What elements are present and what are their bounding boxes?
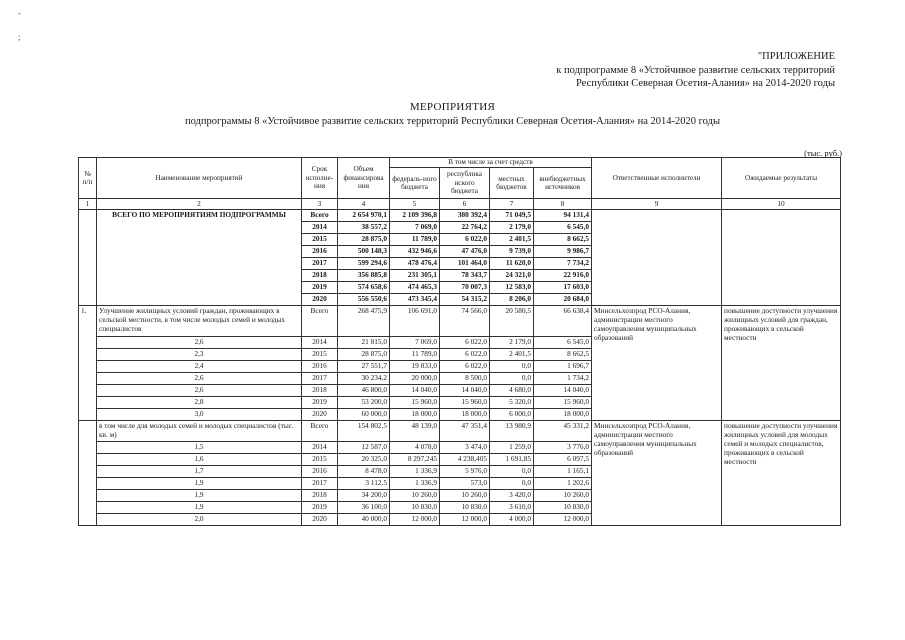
section-cell: 2 401,5	[490, 349, 534, 361]
section-indicator: 1,9	[97, 490, 302, 502]
col-number: 6	[440, 199, 490, 210]
section-cell: 3 420,0	[490, 490, 534, 502]
section-cell: 2015	[302, 454, 338, 466]
section-cell: 0,0	[490, 361, 534, 373]
section-cell: 6 022,0	[440, 349, 490, 361]
section-cell: 2019	[302, 397, 338, 409]
section-cell: 10 260,0	[534, 490, 592, 502]
section-cell: 53 200,0	[338, 397, 390, 409]
section-cell: 20 000,0	[390, 373, 440, 385]
section-cell: 20 580,5	[490, 306, 534, 337]
total-cell: 2015	[302, 234, 338, 246]
header-extra: внебюджетных источников	[534, 168, 592, 199]
section-cell: 268 475,9	[338, 306, 390, 337]
total-result-cell	[722, 210, 841, 306]
total-cell: 500 148,3	[338, 246, 390, 258]
total-cell: 432 946,6	[390, 246, 440, 258]
total-cell: 24 321,0	[490, 270, 534, 282]
section-cell: 20 325,0	[338, 454, 390, 466]
total-cell: 473 345,4	[390, 294, 440, 306]
total-cell: 70 007,3	[440, 282, 490, 294]
section-cell: 1 691,85	[490, 454, 534, 466]
section-cell: 15 960,0	[390, 397, 440, 409]
total-cell: 20 684,0	[534, 294, 592, 306]
section-cell: 18 000,0	[534, 409, 592, 421]
header-local: местных бюджетов	[490, 168, 534, 199]
total-cell: 356 885,8	[338, 270, 390, 282]
header-num: № п/п	[79, 158, 97, 199]
section-cell: 2014	[302, 442, 338, 454]
section-cell: 10 830,0	[390, 502, 440, 514]
total-cell: 2016	[302, 246, 338, 258]
header-term: Срок исполне-ния	[302, 158, 338, 199]
total-executor-cell	[592, 210, 722, 306]
total-cell: 54 315,2	[440, 294, 490, 306]
section-cell: 12 000,0	[390, 514, 440, 526]
section-cell: 6 545,0	[534, 337, 592, 349]
appendix-line: к подпрограмме 8 «Устойчивое развитие сельских территорий	[556, 64, 835, 76]
section-cell: 28 875,0	[338, 349, 390, 361]
total-label: ВСЕГО ПО МЕРОПРИЯТИЯМ ПОДПРОГРАММЫ	[97, 210, 302, 306]
section-cell: 45 331,2	[534, 421, 592, 442]
total-cell: 28 875,0	[338, 234, 390, 246]
section-cell: 8 478,0	[338, 466, 390, 478]
total-cell: 38 557,2	[338, 222, 390, 234]
corner-mark: ;	[18, 32, 21, 42]
section-cell: 30 234,2	[338, 373, 390, 385]
section-cell: 60 000,0	[338, 409, 390, 421]
section-indicator: 2,8	[97, 397, 302, 409]
section-cell: 106 691,0	[390, 306, 440, 337]
col-number: 10	[722, 199, 841, 210]
col-number: 3	[302, 199, 338, 210]
section-indicator: 1,6	[97, 454, 302, 466]
corner-mark: -	[18, 8, 21, 18]
header-federal: федераль-ного бюджета	[390, 168, 440, 199]
total-cell: 2 109 396,8	[390, 210, 440, 222]
header-volume: Объем финансирова ния	[338, 158, 390, 199]
section-indicator: 1,5	[97, 442, 302, 454]
section-cell: Всего	[302, 306, 338, 337]
total-cell: 2018	[302, 270, 338, 282]
section-cell: 13 980,9	[490, 421, 534, 442]
section-cell: 4 078,0	[390, 442, 440, 454]
section-indicator: 2,6	[97, 373, 302, 385]
total-cell: 2 654 970,1	[338, 210, 390, 222]
total-cell: 8 662,5	[534, 234, 592, 246]
section-cell: 2 179,0	[490, 337, 534, 349]
section-indicator: 2,0	[97, 514, 302, 526]
total-cell: 7 734,2	[534, 258, 592, 270]
section-cell: 74 566,0	[440, 306, 490, 337]
total-cell: 22 916,0	[534, 270, 592, 282]
section-cell: 5 320,0	[490, 397, 534, 409]
total-cell: 6 022,0	[440, 234, 490, 246]
section-cell: 14 040,0	[534, 385, 592, 397]
section-cell: 3 474,0	[440, 442, 490, 454]
total-cell: 78 343,7	[440, 270, 490, 282]
section-cell: 2019	[302, 502, 338, 514]
header-republic: республика нского бюджета	[440, 168, 490, 199]
section-cell: 1 734,2	[534, 373, 592, 385]
header-name: Наименование мероприятий	[97, 158, 302, 199]
section-num: 1.	[79, 306, 97, 421]
section-cell: 34 200,0	[338, 490, 390, 502]
col-number: 1	[79, 199, 97, 210]
section-cell: 2020	[302, 409, 338, 421]
section-cell: 8 297,245	[390, 454, 440, 466]
measures-table	[78, 157, 841, 526]
units-label: (тыс. руб.)	[804, 148, 842, 158]
section-cell: 1 336,9	[390, 466, 440, 478]
section-cell: 2015	[302, 349, 338, 361]
section-indicator: 1,9	[97, 478, 302, 490]
total-cell: 574 658,6	[338, 282, 390, 294]
section-cell: 11 789,0	[390, 349, 440, 361]
section-cell: 27 551,7	[338, 361, 390, 373]
total-cell: 2020	[302, 294, 338, 306]
total-cell: 101 464,0	[440, 258, 490, 270]
total-cell: 2014	[302, 222, 338, 234]
section-cell: 4 238,405	[440, 454, 490, 466]
total-num-cell	[79, 210, 97, 306]
section-cell: 14 040,0	[440, 385, 490, 397]
section-row	[79, 421, 841, 442]
section-cell: Всего	[302, 421, 338, 442]
total-cell: 12 583,0	[490, 282, 534, 294]
appendix-block	[415, 50, 835, 91]
section-cell: 12 587,0	[338, 442, 390, 454]
section-cell: 40 000,0	[338, 514, 390, 526]
section-result: повышение доступности улучшения жилищных условий для молодых семей и молодых специалистов, проживающих в сельской местности	[722, 421, 841, 526]
section-indicator: 2,6	[97, 337, 302, 349]
section-cell: 7 069,0	[390, 337, 440, 349]
section-cell: 0,0	[490, 466, 534, 478]
total-cell: 2 179,0	[490, 222, 534, 234]
section-cell: 8 500,0	[440, 373, 490, 385]
column-number-row	[79, 199, 841, 210]
section-cell: 2016	[302, 466, 338, 478]
section-cell: 2018	[302, 385, 338, 397]
section-cell: 3 112,5	[338, 478, 390, 490]
total-cell: 231 305,1	[390, 270, 440, 282]
section-cell: 5 976,0	[440, 466, 490, 478]
section-cell: 10 830,0	[440, 502, 490, 514]
section-label: Улучшение жилищных условий граждан, проживающих в сельской местности, в том числе молодых семей и молодых специалистов	[97, 306, 302, 337]
section-cell: 1 202,6	[534, 478, 592, 490]
section-cell: 46 800,0	[338, 385, 390, 397]
total-cell: 9 739,0	[490, 246, 534, 258]
appendix-line: "ПРИЛОЖЕНИЕ	[757, 51, 835, 62]
section-indicator: 1,7	[97, 466, 302, 478]
corner-marks	[18, 8, 21, 42]
header-including: В том числе за счет средств	[390, 158, 592, 168]
section-cell: 0,0	[490, 373, 534, 385]
col-number: 4	[338, 199, 390, 210]
section-cell: 4 680,0	[490, 385, 534, 397]
section-cell: 12 000,0	[440, 514, 490, 526]
section-cell: 573,0	[440, 478, 490, 490]
section-num	[79, 421, 97, 526]
section-cell: 1 336,9	[390, 478, 440, 490]
section-cell: 2017	[302, 373, 338, 385]
section-result: повышение доступности улучшения жилищных условий для граждан, проживающих в сельской местности	[722, 306, 841, 421]
section-cell: 14 040,0	[390, 385, 440, 397]
total-cell: 8 206,0	[490, 294, 534, 306]
section-label: в том числе для молодых семей и молодых специалистов (тыс. кв. м)	[97, 421, 302, 442]
section-cell: 3 776,0	[534, 442, 592, 454]
section-indicator: 2,4	[97, 361, 302, 373]
section-cell: 2014	[302, 337, 338, 349]
section-cell: 19 833,0	[390, 361, 440, 373]
appendix-line: Республики Северная Осетия-Алания» на 2014-2020 годы	[575, 78, 835, 89]
section-indicator: 2,6	[97, 385, 302, 397]
section-cell: 154 802,5	[338, 421, 390, 442]
total-row	[79, 210, 841, 222]
section-cell: 4 000,0	[490, 514, 534, 526]
section-row	[79, 306, 841, 337]
section-cell: 48 139,0	[390, 421, 440, 442]
total-cell: 11 620,0	[490, 258, 534, 270]
total-cell: 2 401,5	[490, 234, 534, 246]
section-cell: 1 696,7	[534, 361, 592, 373]
total-cell: 17 603,0	[534, 282, 592, 294]
section-cell: 3 610,0	[490, 502, 534, 514]
section-cell: 6 022,0	[440, 337, 490, 349]
total-cell: 380 392,4	[440, 210, 490, 222]
section-cell: 10 260,0	[390, 490, 440, 502]
total-cell: 11 789,0	[390, 234, 440, 246]
col-number: 2	[97, 199, 302, 210]
total-cell: 556 550,6	[338, 294, 390, 306]
section-executor: Минсельхозпрод РСО-Алания, администрации местного самоуправления муниципальных образований	[592, 421, 722, 526]
section-cell: 36 100,0	[338, 502, 390, 514]
section-cell: 6 022,0	[440, 361, 490, 373]
section-cell: 15 960,0	[440, 397, 490, 409]
total-cell: 478 476,4	[390, 258, 440, 270]
header-results: Ожидаемые результаты	[722, 158, 841, 199]
total-cell: 94 131,4	[534, 210, 592, 222]
section-cell: 2020	[302, 514, 338, 526]
col-number: 9	[592, 199, 722, 210]
total-cell: 47 476,0	[440, 246, 490, 258]
col-number: 8	[534, 199, 592, 210]
section-cell: 1 165,1	[534, 466, 592, 478]
section-cell: 47 351,4	[440, 421, 490, 442]
col-number: 5	[390, 199, 440, 210]
section-cell: 6 000,0	[490, 409, 534, 421]
section-cell: 10 260,0	[440, 490, 490, 502]
header-executors: Ответственные исполнители	[592, 158, 722, 199]
section-indicator: 1,9	[97, 502, 302, 514]
section-cell: 0,0	[490, 478, 534, 490]
section-cell: 2017	[302, 478, 338, 490]
total-cell: 2019	[302, 282, 338, 294]
total-cell: 2017	[302, 258, 338, 270]
table-body	[79, 199, 841, 526]
section-cell: 8 662,5	[534, 349, 592, 361]
document-title: МЕРОПРИЯТИЯ	[409, 101, 496, 113]
section-cell: 12 000,0	[534, 514, 592, 526]
section-executor: Минсельхозпрод РСО-Алания, администрации местного самоуправления муниципальных образований	[592, 306, 722, 421]
section-cell: 21 815,0	[338, 337, 390, 349]
section-cell: 2018	[302, 490, 338, 502]
section-cell: 15 960,0	[534, 397, 592, 409]
total-cell: 9 986,7	[534, 246, 592, 258]
total-cell: 22 764,2	[440, 222, 490, 234]
section-cell: 2016	[302, 361, 338, 373]
total-cell: 599 294,6	[338, 258, 390, 270]
section-cell: 10 830,0	[534, 502, 592, 514]
total-cell: 71 049,5	[490, 210, 534, 222]
section-indicator: 2,3	[97, 349, 302, 361]
section-cell: 66 638,4	[534, 306, 592, 337]
section-indicator: 3,0	[97, 409, 302, 421]
total-cell: Всего	[302, 210, 338, 222]
section-cell: 18 000,0	[440, 409, 490, 421]
total-cell: 6 545,0	[534, 222, 592, 234]
document-subtitle: подпрограммы 8 «Устойчивое развитие сельских территорий Республики Северная Осетия-Алания» на 2014-2020 годы	[184, 116, 721, 127]
total-cell: 7 069,0	[390, 222, 440, 234]
section-cell: 1 259,0	[490, 442, 534, 454]
total-cell: 474 465,3	[390, 282, 440, 294]
col-number: 7	[490, 199, 534, 210]
section-cell: 18 000,0	[390, 409, 440, 421]
section-cell: 6 097,5	[534, 454, 592, 466]
